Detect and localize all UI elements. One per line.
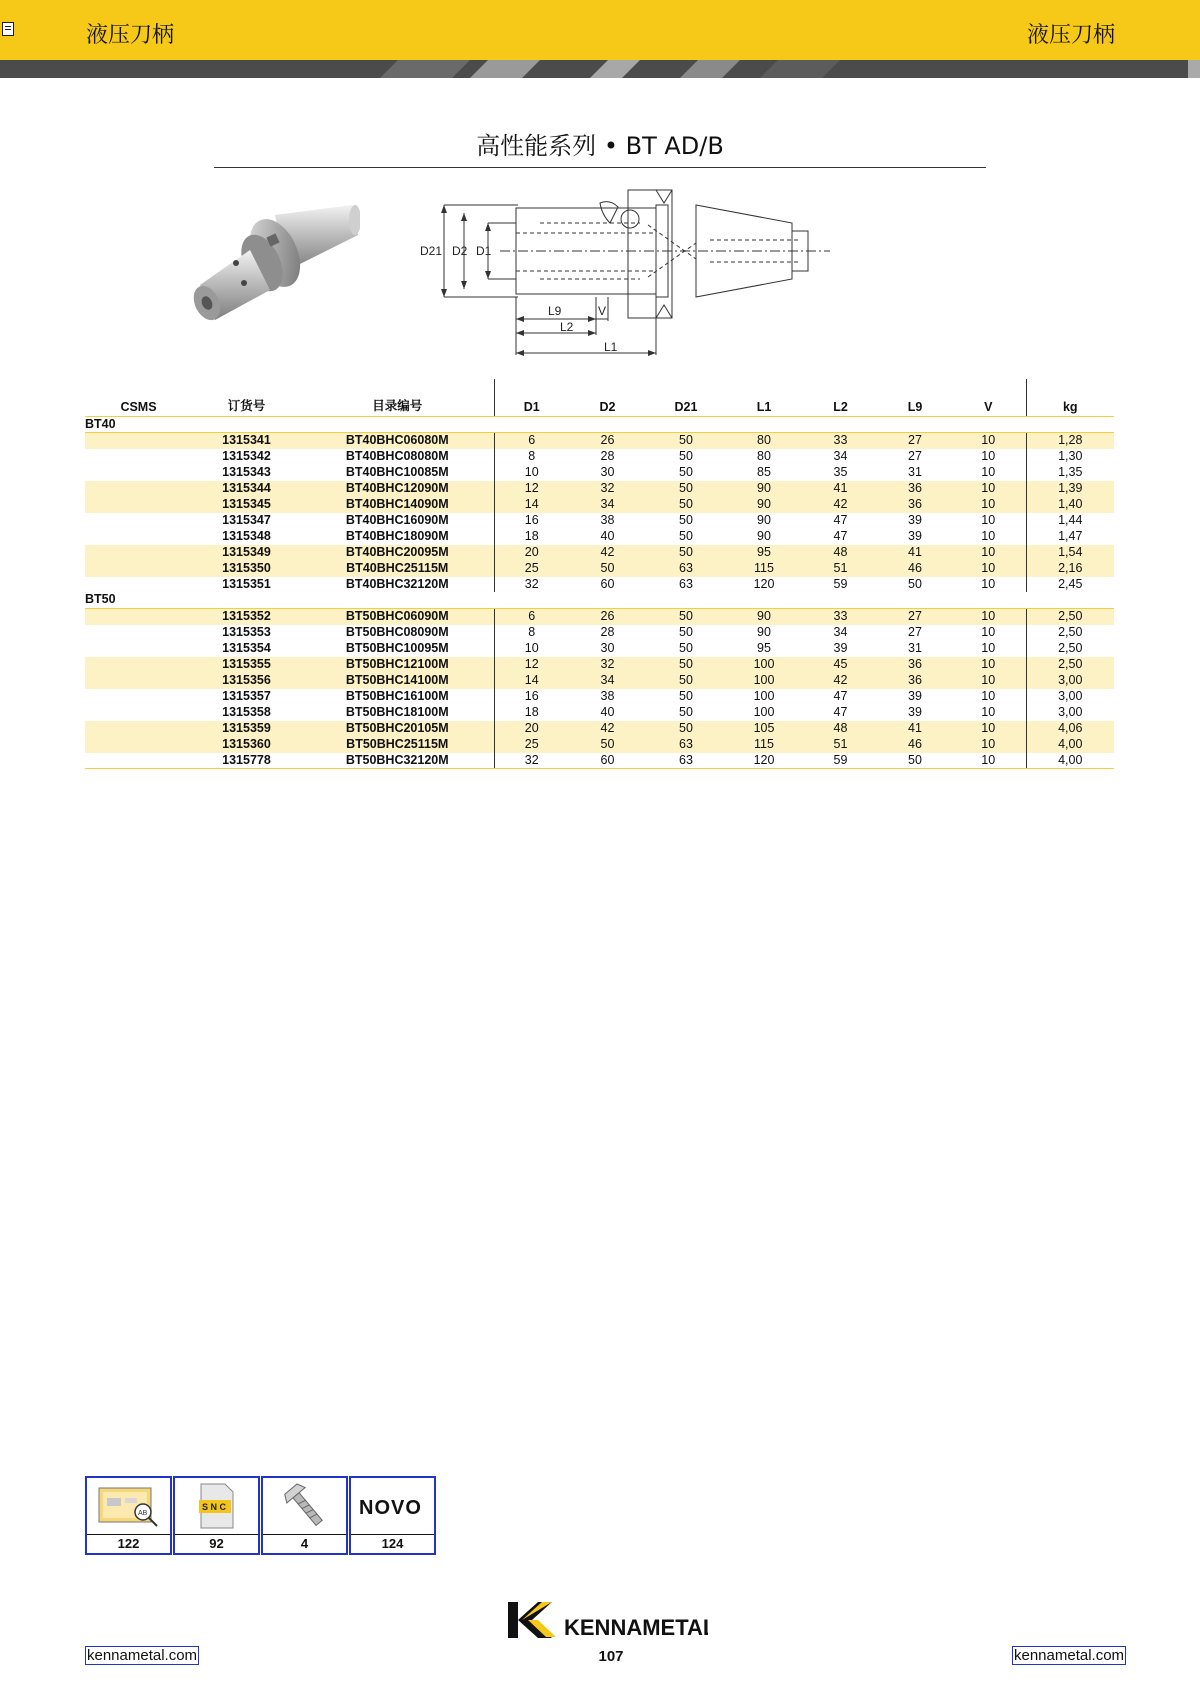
value-cell: 2,50 [1026,641,1114,657]
title-divider [214,167,986,168]
value-cell: 8 [494,625,569,641]
order-number-cell: 1315355 [192,657,301,673]
value-cell: 16 [494,513,569,529]
table-row [85,689,1114,705]
value-cell: 26 [569,609,646,625]
table-row [85,481,1114,497]
value-cell: 38 [600,688,615,703]
value-cell: 2,50 [1026,657,1114,673]
col-header: D2 [569,379,646,416]
value-cell: 50 [646,433,726,449]
table-header-row [85,379,1114,416]
catalog-number-cell: BT40BHC12090M [301,481,494,497]
header-stripe [0,60,1200,78]
dim-label-v: V [598,304,607,318]
value-cell: 31 [908,465,922,480]
value-cell: 59 [802,753,879,769]
value-cell: 120 [726,753,802,769]
table-row [85,625,1114,641]
value-cell: 1,28 [1026,433,1114,449]
reference-box-screw[interactable] [261,1476,348,1555]
value-cell: 3,00 [1026,673,1114,689]
value-cell: 10 [981,576,996,591]
value-cell: 1,47 [1026,529,1114,545]
value-cell: 39 [908,704,922,719]
novo-logo-icon [351,1478,434,1534]
value-cell: 26 [569,433,646,449]
catalog-number-cell: BT50BHC25115M [301,737,494,753]
value-cell: 50 [679,449,693,464]
value-cell: 1,44 [1026,513,1114,529]
order-number-cell: 1315352 [192,609,301,625]
reference-page: 122 [87,1534,170,1553]
page-title: 高性能系列 • BT AD/B [476,132,724,160]
footer-link-left[interactable]: kennametal.com [87,1647,198,1664]
value-cell: 27 [879,609,951,625]
catalog-number-cell: BT40BHC08080M [345,449,449,464]
dim-label-d2: D2 [452,244,468,258]
dim-label-d21: D21 [420,244,443,258]
value-cell: 40 [600,528,615,543]
catalog-number-cell: BT40BHC16090M [345,512,449,527]
catalog-number-cell: BT50BHC18100M [345,704,449,719]
value-cell: 16 [494,689,569,705]
value-cell: 35 [833,465,848,480]
value-cell: 10 [494,641,569,657]
csms-cell [85,609,192,625]
value-cell: 50 [679,704,693,719]
screw-icon [263,1478,346,1534]
col-header: L2 [802,379,879,416]
value-cell: 80 [726,433,802,449]
value-cell: 46 [879,561,951,577]
value-cell: 2,50 [1026,625,1114,641]
value-cell: 10 [981,641,996,656]
value-cell: 10 [951,497,1026,513]
value-cell: 63 [646,737,726,753]
table-row [85,529,1114,545]
value-cell: 10 [951,609,1026,625]
value-cell: 60 [569,753,646,769]
order-number-cell: 1315342 [222,449,271,464]
table-row [85,497,1114,513]
col-header: kg [1026,379,1114,416]
value-cell: 46 [879,737,951,753]
csms-cell [85,657,192,673]
csms-cell [85,577,192,593]
value-cell: 10 [981,465,996,480]
csms-cell [85,513,192,529]
value-cell: 1,39 [1026,481,1114,497]
order-number-cell: 1315357 [222,688,271,703]
value-cell: 34 [833,625,848,640]
value-cell: 25 [494,737,569,753]
catalog-number-cell: BT50BHC32120M [301,753,494,769]
value-cell: 50 [569,737,646,753]
reference-page: 124 [351,1534,434,1553]
catalog-number-cell: BT50BHC10095M [345,641,449,656]
order-number-cell: 1315343 [222,465,271,480]
value-cell: 25 [494,561,569,577]
csms-cell [85,641,192,657]
table-row [85,721,1114,737]
value-cell: 10 [951,673,1026,689]
value-cell: 39 [908,512,922,527]
group-label: BT40 [85,416,1114,433]
col-header: 目录编号 [301,379,494,416]
catalog-number-cell: BT40BHC06080M [301,433,494,449]
icon-reference-bar [85,1476,436,1555]
value-cell: 115 [726,561,802,577]
value-cell: 31 [908,641,922,656]
order-number-cell: 1315347 [222,512,271,527]
table-row [85,465,1114,481]
value-cell: 18 [494,705,569,721]
value-cell: 115 [726,737,802,753]
value-cell: 50 [646,609,726,625]
snc-document-icon [175,1478,258,1534]
value-cell: 36 [879,497,951,513]
value-cell: 51 [802,737,879,753]
value-cell: 10 [951,545,1026,561]
value-cell: 32 [569,657,646,673]
novo-logo-text: NOVO [359,1497,422,1519]
value-cell: 63 [646,561,726,577]
brand-name: KENNAMETAL [564,1615,708,1640]
order-number-cell: 1315356 [192,673,301,689]
reference-box-snc[interactable] [173,1476,260,1555]
value-cell: 2,50 [1026,609,1114,625]
value-cell: 48 [802,721,879,737]
dim-label-l2: L2 [560,320,574,334]
csms-cell [85,673,192,689]
value-cell: 28 [600,625,615,640]
order-number-cell: 1315351 [222,576,271,591]
order-number-cell: 1315344 [192,481,301,497]
value-cell: 10 [951,753,1026,769]
header-title-right: 液压刀柄 [1026,23,1115,48]
value-cell: 40 [600,704,615,719]
catalog-number-cell: BT40BHC32120M [345,576,449,591]
value-cell: 51 [802,561,879,577]
value-cell: 33 [802,433,879,449]
col-header: L9 [879,379,951,416]
technical-drawing [420,185,840,360]
table-row [85,561,1114,577]
value-cell: 50 [679,625,693,640]
col-header: D21 [646,379,726,416]
table-row [85,753,1114,769]
value-cell: 47 [833,528,848,543]
value-cell: 3,00 [1026,689,1114,705]
catalog-number-cell: BT40BHC25115M [301,561,494,577]
value-cell: 10 [494,465,569,481]
value-cell: 10 [981,528,996,543]
value-cell: 41 [802,481,879,497]
value-cell: 100 [726,673,802,689]
table-row [85,705,1114,721]
value-cell: 50 [646,721,726,737]
catalog-number-cell: BT50BHC08090M [345,625,449,640]
value-cell: 100 [726,657,802,673]
value-cell: 30 [600,641,615,656]
value-cell: 10 [951,721,1026,737]
catalog-number-cell: BT40BHC10085M [345,465,449,480]
table-row [85,513,1114,529]
order-number-cell: 1315341 [192,433,301,449]
value-cell: 90 [757,625,771,640]
value-cell: 50 [679,641,693,656]
value-cell: 50 [646,481,726,497]
value-cell: 10 [951,433,1026,449]
csms-cell [85,625,192,641]
catalog-number-cell: BT40BHC18090M [345,528,449,543]
kennametal-logo [508,1601,708,1646]
value-cell: 50 [646,673,726,689]
value-cell: 90 [757,512,771,527]
value-cell: 42 [802,497,879,513]
value-cell: 38 [600,512,615,527]
value-cell: 10 [981,688,996,703]
value-cell: 39 [908,688,922,703]
value-cell: 10 [951,737,1026,753]
product-photo [180,205,360,330]
col-header: D1 [494,379,569,416]
col-header: 订货号 [192,379,301,416]
value-cell: 4,00 [1026,737,1114,753]
value-cell: 10 [981,704,996,719]
value-cell: 90 [726,609,802,625]
order-number-cell: 1315360 [192,737,301,753]
value-cell: 6 [494,609,569,625]
value-cell: 30 [600,465,615,480]
value-cell: 10 [951,561,1026,577]
order-number-cell: 1315353 [222,625,271,640]
page-number: 107 [598,1648,624,1665]
value-cell: 36 [879,673,951,689]
order-number-cell: 1315359 [192,721,301,737]
table-row [85,737,1114,753]
col-header: V [951,379,1026,416]
value-cell: 10 [981,449,996,464]
value-cell: 39 [833,641,848,656]
value-cell: 59 [833,576,848,591]
value-cell: 90 [726,497,802,513]
table-row [85,449,1114,465]
value-cell: 27 [908,449,922,464]
reference-box-assembly[interactable] [85,1476,172,1555]
csms-cell [85,449,192,465]
value-cell: 32 [494,753,569,769]
col-header: L1 [726,379,802,416]
value-cell: 1,40 [1026,497,1114,513]
csms-cell [85,481,192,497]
value-cell: 42 [802,673,879,689]
dim-label-d1: D1 [476,244,492,258]
reference-box-novo[interactable] [349,1476,436,1555]
value-cell: 50 [679,528,693,543]
value-cell: 28 [600,449,615,464]
footer-link-right[interactable]: kennametal.com [1014,1647,1125,1664]
catalog-number-cell: BT50BHC12100M [301,657,494,673]
value-cell: 50 [646,497,726,513]
catalog-number-cell: BT40BHC20095M [301,545,494,561]
value-cell: 14 [494,673,569,689]
value-cell: 2,16 [1026,561,1114,577]
value-cell: 95 [726,545,802,561]
value-cell: 4,00 [1026,753,1114,769]
value-cell: 42 [569,545,646,561]
value-cell: 105 [726,721,802,737]
value-cell: 20 [494,721,569,737]
value-cell: 36 [879,657,951,673]
value-cell: 10 [981,512,996,527]
header-title-left: 液压刀柄 [86,23,175,48]
value-cell: 27 [879,433,951,449]
value-cell: 1,54 [1026,545,1114,561]
order-number-cell: 1315778 [192,753,301,769]
table-row [85,657,1114,673]
csms-cell [85,497,192,513]
table-row [85,641,1114,657]
csms-cell [85,561,192,577]
value-cell: 47 [833,704,848,719]
value-cell: 2,45 [1026,577,1114,593]
note-icon[interactable] [2,22,14,36]
header-band [0,0,1200,60]
value-cell: 50 [679,465,693,480]
value-cell: 50 [879,753,951,769]
value-cell: 95 [757,641,771,656]
csms-cell [85,721,192,737]
value-cell: 41 [879,721,951,737]
csms-cell [85,705,192,721]
value-cell: 3,00 [1026,705,1114,721]
table-row [85,673,1114,689]
value-cell: 63 [646,753,726,769]
group-label: BT50 [85,592,1114,608]
value-cell: 33 [802,609,879,625]
value-cell: 10 [951,481,1026,497]
table-row [85,577,1114,593]
value-cell: 36 [879,481,951,497]
value-cell: 32 [569,481,646,497]
csms-cell [85,545,192,561]
value-cell: 90 [757,528,771,543]
value-cell: 42 [569,721,646,737]
value-cell: 12 [494,657,569,673]
svg-text:S N C: S N C [202,1502,227,1512]
value-cell: 47 [833,688,848,703]
csms-cell [85,753,192,769]
col-header: CSMS [85,379,192,416]
value-cell: 47 [833,512,848,527]
catalog-number-cell: BT40BHC14090M [301,497,494,513]
value-cell: 50 [679,688,693,703]
assembly-drawing-icon [87,1478,170,1534]
catalog-number-cell: BT50BHC16100M [345,688,449,703]
value-cell: 32 [494,577,569,593]
table-group-row [85,416,1114,433]
product-table [85,379,1114,769]
value-cell: 18 [494,529,569,545]
value-cell: 12 [494,481,569,497]
value-cell: 1,35 [1026,465,1114,481]
reference-page: 4 [263,1534,346,1553]
order-number-cell: 1315345 [192,497,301,513]
value-cell: 39 [908,528,922,543]
value-cell: 34 [569,673,646,689]
value-cell: 100 [753,688,775,703]
value-cell: 120 [753,576,775,591]
order-number-cell: 1315349 [192,545,301,561]
value-cell: 4,06 [1026,721,1114,737]
value-cell: 50 [646,545,726,561]
value-cell: 50 [646,657,726,673]
value-cell: 63 [679,576,693,591]
value-cell: 27 [908,625,922,640]
value-cell: 100 [753,704,775,719]
value-cell: 85 [757,465,771,480]
svg-text:AB: AB [138,1510,148,1517]
csms-cell [85,433,192,449]
csms-cell [85,737,192,753]
value-cell: 41 [879,545,951,561]
value-cell: 50 [679,512,693,527]
csms-cell [85,689,192,705]
value-cell: 10 [951,657,1026,673]
table-group-row [85,592,1114,608]
value-cell: 50 [908,576,922,591]
reference-page: 92 [175,1534,258,1553]
csms-cell [85,529,192,545]
order-number-cell: 1315354 [222,641,271,656]
order-number-cell: 1315348 [222,528,271,543]
catalog-number-cell: BT50BHC20105M [301,721,494,737]
order-number-cell: 1315350 [192,561,301,577]
value-cell: 10 [981,625,996,640]
value-cell: 34 [569,497,646,513]
csms-cell [85,465,192,481]
value-cell: 34 [833,449,848,464]
value-cell: 48 [802,545,879,561]
table-row [85,609,1114,625]
value-cell: 8 [494,449,569,465]
value-cell: 1,30 [1026,449,1114,465]
value-cell: 20 [494,545,569,561]
value-cell: 80 [757,449,771,464]
value-cell: 45 [802,657,879,673]
value-cell: 50 [569,561,646,577]
catalog-number-cell: BT50BHC14100M [301,673,494,689]
dim-label-l9: L9 [548,304,562,318]
order-number-cell: 1315358 [222,704,271,719]
value-cell: 90 [726,481,802,497]
value-cell: 14 [494,497,569,513]
table-row [85,545,1114,561]
catalog-number-cell: BT50BHC06090M [301,609,494,625]
dim-label-l1: L1 [604,340,618,354]
table-row [85,433,1114,449]
value-cell: 6 [494,433,569,449]
value-cell: 60 [600,576,615,591]
